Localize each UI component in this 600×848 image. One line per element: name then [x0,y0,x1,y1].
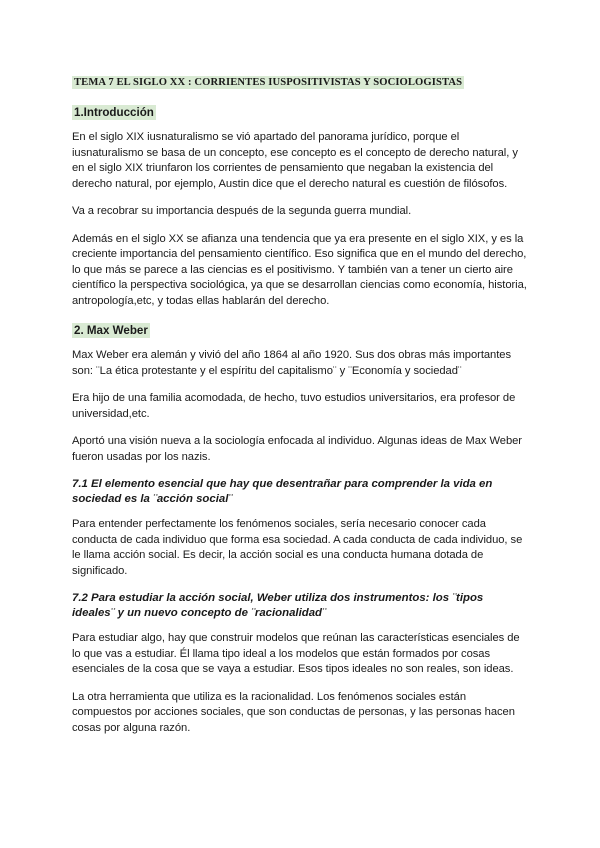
document-title: TEMA 7 EL SIGLO XX : CORRIENTES IUSPOSITIVISTAS Y SOCIOLOGISTAS [74,77,463,88]
paragraph: Max Weber era alemán y vivió del año 1864 al año 1920. Sus dos obras más importantes son: ¨La ética protestante y el espíritu del capitalismo¨ y ¨Economía y sociedad¨ [72,349,511,377]
paragraph: Para entender perfectamente los fenómenos sociales, sería necesario conocer cada conducta de cada individuo que forma esa sociedad. A cada conducta de cada individuo, se le llama acción social. Es decir, la acción social es una conducta humana dotada de significado. [72,518,523,577]
subsection-heading-accion-social: 7.1 El elemento esencial que hay que desentrañar para comprender la vida en sociedad es la ¨acción social¨ [72,478,493,505]
section-heading-introduccion: 1.Introducción [74,106,154,119]
paragraph: Para estudiar algo, hay que construir modelos que reúnan las características esenciales de lo que vas a estudiar. Él llama tipo ideal a los modelos que están formados por cosas esenciales de la cosa que se vaya a estudiar. Esos tipos ideales no son reales, son ideas. [72,632,520,675]
paragraph: En el siglo XIX iusnaturalismo se vió apartado del panorama jurídico, porque el iusnaturalismo se basa de un concepto, ese concepto es el concepto de derecho natural, y en el siglo XIX triunfaron los corrientes de pensamiento que negaban la existencia del derecho natural, por ejemplo, Austin dice que el derecho natural es cuestión de filósofos. [72,131,518,190]
paragraph: La otra herramienta que utiliza es la racionalidad. Los fenómenos sociales están compuestos por acciones sociales, que son conductas de personas, y las personas hacen cosas por alguna razón. [72,690,515,734]
section-max-weber [72,321,528,736]
paragraph: Además en el siglo XX se afianza una tendencia que ya era presente en el siglo XIX, y es la creciente importancia del pensamiento científico. Eso significa que en el mundo del derecho, lo que más se parece a las ciencias es el positivismo. Y también van a tener un cierto aire científico la perspectiva sociológica, ya que se desarrollan ciencias como economía, historia, antropología,etc, y todas ellas hablarán del derecho. [72,232,527,307]
paragraph: Aportó una visión nueva a la sociología enfocada al individuo. Algunas ideas de Max Weber fueron usadas por los nazis. [72,435,522,463]
section-introduccion [72,103,528,309]
paragraph: Era hijo de una familia acomodada, de hecho, tuvo estudios universitarios, era profesor de universidad,etc. [72,392,516,420]
section-heading-max-weber: 2. Max Weber [74,324,148,337]
paragraph: Va a recobrar su importancia después de la segunda guerra mundial. [72,205,412,217]
subsection-heading-instrumentos: 7.2 Para estudiar la acción social, Weber utiliza dos instrumentos: los ¨tipos ideales¨ y un nuevo concepto de ¨racionalidad¨ [72,592,484,619]
